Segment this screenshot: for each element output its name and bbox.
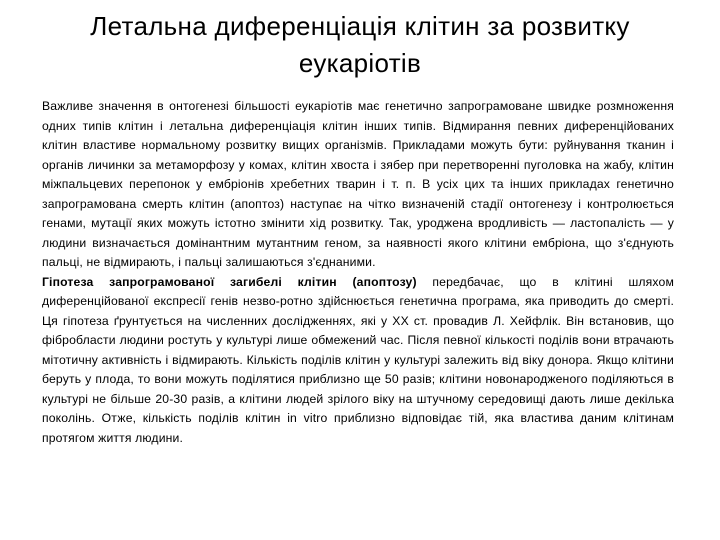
paragraph-2 <box>42 273 674 449</box>
paragraph-1: Важливе значення в онтогенезі більшості еукаріотів має генетично запрограмоване швидке розмноження одних типів клітин і летальна диференціація клітин інших типів. Відмирання певних диференційованих клітин властиве нормальному розвитку вищих організмів. Прикладами можуть бути: руйнування тканин і органів личинки за метаморфозу у комах, клітин хвоста і зябер при перетворенні пуголовка на жабу, клітин міжпальцевих перепонок у ембріонів хребетних тварин і т. п. В усіх цих та інших прикладах генетично запрограмована смерть клітин (апоптоз) наступає на чітко визначеній стадії онтогенезу і контролюється генами, мутації яких можуть істотно змінити хід розвитку. Так, уроджена вродливість — ластопалість — у людини визначається домінантним мутантним геном, за наявності якого клітини ембріона, що з'єднують пальці, не відмирають, і пальці залишаються з'єднаними. <box>42 99 674 269</box>
slide-body <box>42 97 674 448</box>
paragraph-2-bold-term: Гіпотеза запрограмованої загибелі клітин (апоптозу) <box>42 274 417 289</box>
slide-title: Летальна диференціація клітин за розвитку еукаріотів <box>90 11 630 78</box>
paragraph-2-text: передбачає, що в клітині шляхом диференційованої експресії генів незво-ротно здійснюється генетична програма, яка приводить до смерті. Ця гіпотеза ґрунтується на численних дослідженнях, які у XX ст. провадив Л. Хейфлік. Він встановив, що фібробласти людини ростуть у культурі лише обмежений час. Після певної кількості поділів вони втрачають мітотичну активність і відмирають. Кількість поділів клітин у культурі залежить від віку донора. Якщо клітини беруть у плода, то вони можуть поділятися приблизно ще 50 разів; клітини новонародженого поділяються в культурі не більше 20-30 разів, а клітини людей зрілого віку на штучному середовищі дають лише декілька поколінь. Отже, кількість поділів клітин in vitro приблизно відповідає тій, яка властива даним клітинам протягом життя людини. <box>42 274 674 445</box>
